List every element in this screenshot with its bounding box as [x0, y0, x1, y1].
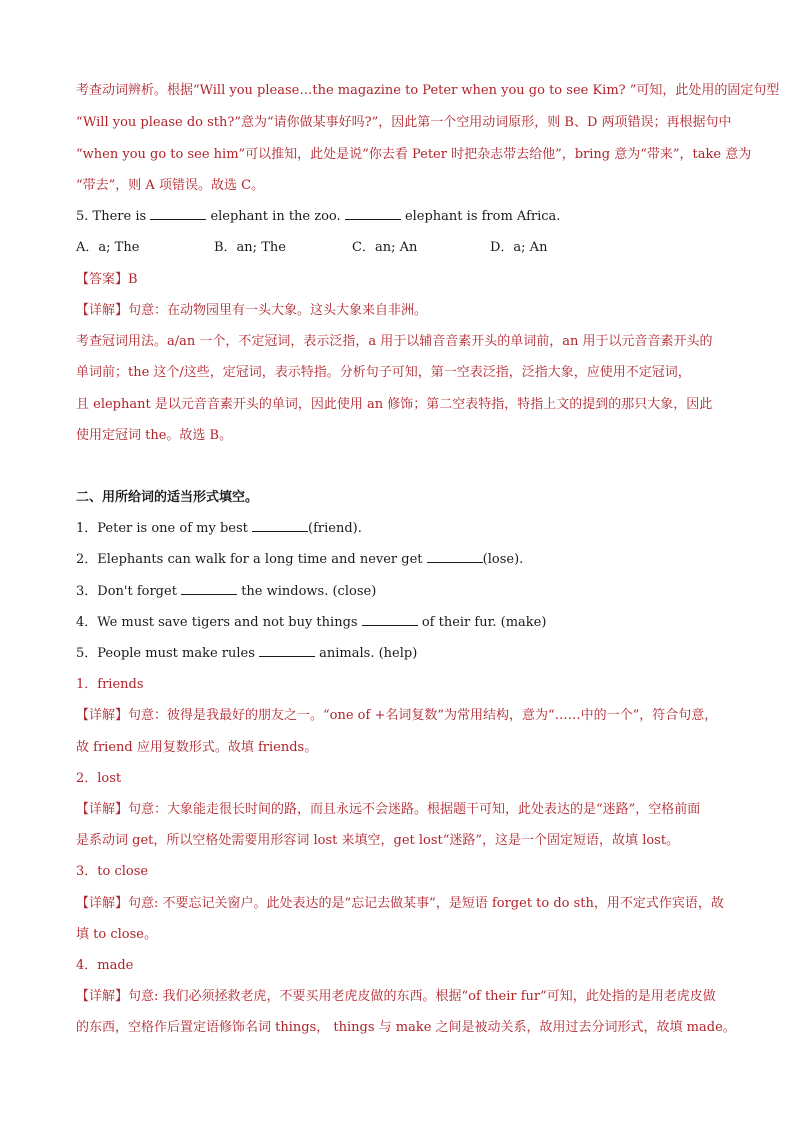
answer-2-detail-2: 是系动词 get，所以空格处需要用形容词 lost 来填空，get lost“迷路”，这是一个固定短语，故填 lost。: [76, 833, 680, 848]
q5-option-c: C．an; An: [352, 240, 418, 255]
q5-blank-2: [345, 207, 401, 220]
q5-options: [76, 238, 756, 258]
answer-2-detail-label: 【详解】: [76, 802, 129, 817]
q5-detail-text: 句意：在动物园里有一头大象。这头大象来自非洲。: [128, 303, 428, 318]
answer-4-number: 4．made: [76, 958, 134, 973]
fill-item-5: [76, 644, 756, 664]
fill-item-4-post: of their fur. (make): [417, 615, 547, 630]
answer-1-detail-text-1: 句意：彼得是我最好的朋友之一。“one of +名词复数”为常用结构，意为“……中的一个”，符合句意，: [128, 708, 718, 723]
answer-2-detail-1: [76, 800, 756, 820]
q5-option-a: A．a; The: [76, 240, 140, 255]
answer-1-detail-label: 【详解】: [76, 708, 129, 723]
fill-item-3-blank: [181, 582, 237, 595]
answer-3-detail-label: 【详解】: [76, 896, 129, 911]
q5-stem: [76, 207, 756, 227]
fill-item-1-post: (friend).: [308, 521, 362, 536]
q5-explain-line-2: 单词前；the 这个/这些，定冠词，表示特指。分析句子可知，第一空表泛指，泛指大象，应使用不定冠词，: [76, 365, 691, 380]
fill-item-2-blank: [427, 550, 483, 563]
answer-4-detail-1: [76, 987, 756, 1007]
q4-explain-line-1: 考查动词辨析。根据“Will you please…the magazine to Peter when you go to see Kim? ”可知，此处用的固定句型: [76, 83, 780, 98]
q5-stem-part-c: elephant is from Africa.: [404, 209, 561, 224]
answer-1-detail-2: 故 friend 应用复数形式。故填 friends。: [76, 740, 318, 755]
q5-stem-part-a: 5. There is: [76, 209, 147, 224]
fill-item-3-post: the windows. (close): [237, 584, 377, 599]
answer-1-number: 1．friends: [76, 677, 144, 692]
fill-item-5-blank: [259, 644, 315, 657]
answer-3-number: 3．to close: [76, 864, 149, 879]
q5-explain-line-1: 考查冠词用法。a/an 一个，不定冠词，表示泛指，a 用于以辅音音素开头的单词前，an 用于以元音音素开头的: [76, 334, 713, 349]
fill-item-4: [76, 613, 756, 633]
section-2-title: 二、用所给词的适当形式填空。: [76, 490, 259, 505]
fill-item-4-pre: 4．We must save tigers and not buy things: [76, 615, 362, 630]
fill-item-1-pre: 1．Peter is one of my best: [76, 521, 252, 536]
fill-item-2-pre: 2．Elephants can walk for a long time and never get: [76, 552, 427, 567]
fill-item-4-blank: [362, 613, 418, 626]
fill-item-2-post: (lose).: [482, 552, 524, 567]
fill-item-3-pre: 3．Don't forget: [76, 584, 182, 599]
answer-1-detail-1: [76, 706, 756, 726]
q5-explain-line-4: 使用定冠词 the。故选 B。: [76, 428, 233, 443]
q5-stem-part-b: elephant in the zoo.: [210, 209, 341, 224]
q5-option-d: D．a; An: [490, 240, 548, 255]
fill-item-5-pre: 5．People must make rules: [76, 646, 260, 661]
fill-item-3: [76, 582, 756, 602]
answer-3-detail-1: [76, 894, 756, 914]
answer-2-detail-text-1: 句意：大象能走很长时间的路，而且永远不会迷路。根据题干可知，此处表达的是“迷路”，空格前面: [128, 802, 701, 817]
answer-2-number: 2．lost: [76, 771, 122, 786]
fill-item-1: [76, 519, 756, 539]
q4-explain-line-4: “带去”，则 A 项错误。故选 C。: [76, 178, 265, 193]
answer-4-detail-label: 【详解】: [76, 989, 129, 1004]
answer-4-detail-2: 的东西，空格作后置定语修饰名词 things， things 与 make 之间是被动关系，故用过去分词形式，故填 made。: [76, 1020, 736, 1035]
fill-item-1-blank: [252, 519, 308, 532]
fill-item-2: [76, 550, 756, 570]
q4-explain-line-2: “Will you please do sth?”意为“请你做某事好吗?”，因此第一个空用动词原形，则 B、D 两项错误；再根据句中: [76, 115, 732, 130]
q5-blank-1: [150, 207, 206, 220]
q5-option-b: B．an; The: [214, 240, 286, 255]
answer-3-detail-2: 填 to close。: [76, 927, 157, 942]
answer-4-detail-text-1: 句意: 我们必须拯救老虎，不要买用老虎皮做的东西。根据“of their fur”可知，此处指的是用老虎皮做: [128, 989, 716, 1004]
q4-explain-line-3: “when you go to see him”可以推知，此处是说“你去看 Peter 时把杂志带去给他”，bring 意为“带来”，take 意为: [76, 147, 752, 162]
q5-answer: 【答案】B: [76, 272, 138, 287]
answer-3-detail-text-1: 句意: 不要忘记关窗户。此处表达的是“忘记去做某事”，是短语 forget to do sth，用不定式作宾语，故: [128, 896, 724, 911]
q5-explain-line-3: 且 elephant 是以元音音素开头的单词，因此使用 an 修饰；第二空表特指，特指上文的提到的那只大象，因此: [76, 397, 713, 412]
q5-detail: [76, 301, 756, 321]
q5-detail-label: 【详解】: [76, 303, 129, 318]
fill-item-5-post: animals. (help): [315, 646, 418, 661]
